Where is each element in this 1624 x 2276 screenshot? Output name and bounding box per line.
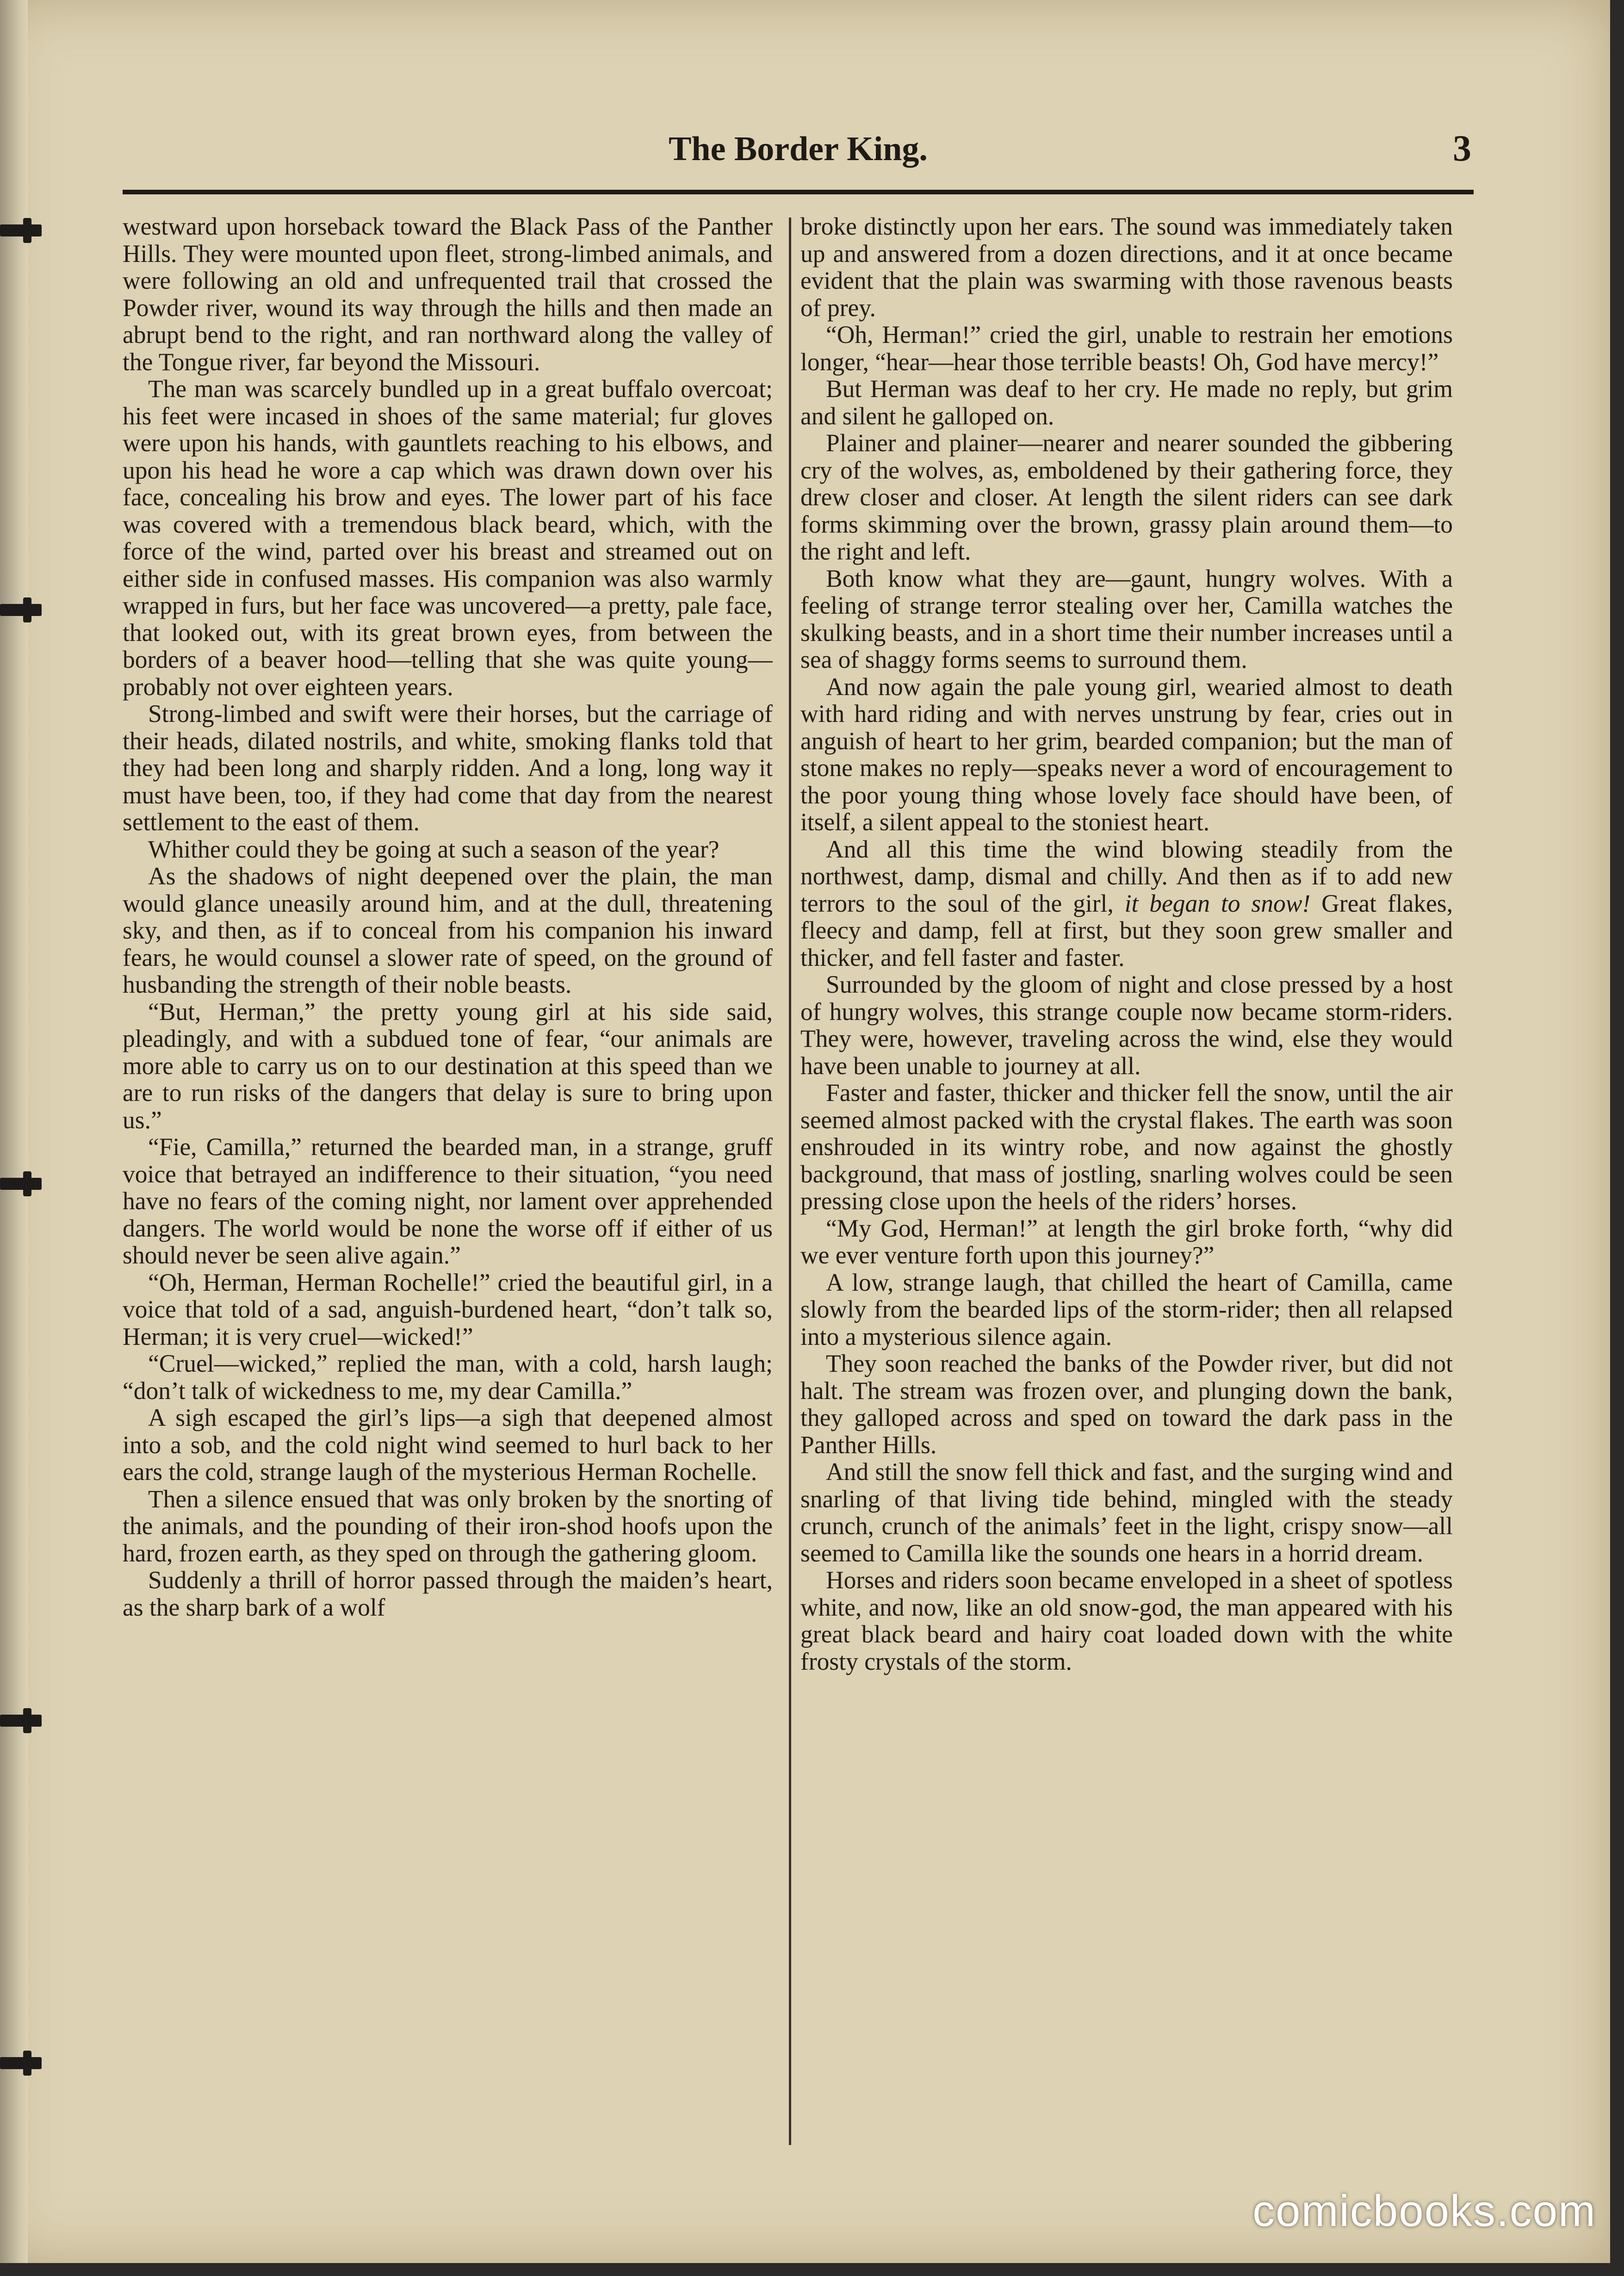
binding-staple — [0, 2057, 42, 2069]
left-column — [123, 213, 773, 2152]
binding-staple — [0, 224, 42, 236]
running-title: The Border King. — [669, 130, 928, 168]
paragraph: Whither could they be going at such a season of the year? — [148, 835, 719, 863]
paragraph: Horses and riders soon became enveloped in a sheet of spotless white, and now, like an old snow-god, the man appeared with his great black beard and hairy coat loaded down with the white frosty crystals of the storm. — [800, 1566, 1453, 1675]
paragraph: Plainer and plainer—nearer and nearer sounded the gibbering cry of the wolves, as, emboldened by their gathering force, they drew closer and closer. At length the silent riders can see dark forms skimming over the brown, grassy plain around them—to the right and left. — [800, 429, 1453, 565]
paragraph: “Fie, Camilla,” returned the bearded man, in a strange, gruff voice that betrayed an indifference to their situation, “you need have no fears of the coming night, nor lament over apprehended dangers. The world would be none the worse off if either of us should never be seen alive again.” — [123, 1133, 773, 1269]
paragraph: westward upon horseback toward the Black Pass of the Panther Hills. They were mounted upon fleet, strong-limbed animals, and were following an old and unfrequented trail that crossed the Powder river, wound its way through the hills and then made an abrupt bend to the right, and ran northward along the valley of the Tongue river, far beyond the Missouri. — [123, 213, 773, 376]
binding-staple — [0, 1178, 42, 1190]
paragraph: “Oh, Herman, Herman Rochelle!” cried the beautiful girl, in a voice that told of a sad, anguish-burdened heart, “don’t talk so, Herman; it is very cruel—wicked!” — [123, 1268, 773, 1350]
paragraph: And still the snow fell thick and fast, and the surging wind and snarling of that living tide behind, mingled with the steady crunch, crunch of the animals’ feet in the light, crispy snow—all seemed to Camilla like the sounds one hears in a horrid dream. — [800, 1458, 1453, 1567]
paragraph: Surrounded by the gloom of night and close pressed by a host of hungry wolves, this strange couple now became storm-riders. They were, however, traveling across the wind, else they would have been unable to journey at all. — [800, 970, 1453, 1080]
paragraph: “But, Herman,” the pretty young girl at his side said, pleadingly, and with a subdued tone of fear, “our animals are more able to carry us on to our destination at this speed than we are to run risks of the dangers that delay is sure to bring upon us.” — [123, 997, 773, 1134]
paragraph: And now again the pale young girl, wearied almost to death with hard riding and with nerves unstrung by fear, cries out in anguish of heart to her grim, bearded companion; but the man of stone makes no reply—speaks never a word of encouragement to the poor young thing whose lovely face should have been, of itself, a silent appeal to the stoniest heart. — [800, 672, 1453, 836]
paragraph: A low, strange laugh, that chilled the heart of Camilla, came slowly from the bearded lips of the storm-rider; then all relapsed into a mysterious silence again. — [800, 1268, 1453, 1350]
paragraph: Both know what they are—gaunt, hungry wolves. With a feeling of strange terror stealing over her, Camilla watches the skulking beasts, and in a short time their number increases until a sea of shaggy forms seems to surround them. — [800, 564, 1453, 673]
header-rule — [123, 190, 1474, 194]
page-number: 3 — [1453, 128, 1471, 169]
paragraph: And all this time the wind blowing steadily from the northwest, damp, dismal and chilly. And then as if to add new terrors to the soul of the girl, it began to snow! Great flakes, fleecy and damp, fell at first, but they soon grew smaller and thicker, and fell faster and faster. — [800, 835, 1453, 971]
binding-spine — [0, 0, 28, 2263]
column-divider — [789, 218, 791, 2145]
paragraph: Then a silence ensued that was only broken by the snorting of the animals, and the pounding of their iron-shod hoofs upon the hard, frozen earth, as they sped on through the gathering gloom. — [123, 1485, 773, 1567]
paragraph: The man was scarcely bundled up in a great buffalo overcoat; his feet were incased in shoes of the same material; fur gloves were upon his hands, with gauntlets reaching to his elbows, and upon his head he wore a cap which was drawn down over his face, concealing his brow and eyes. The lower part of his face was covered with a tremendous black beard, which, with the force of the wind, parted over his breast and streamed out on either side in confused masses. His companion was also warmly wrapped in furs, but her face was uncovered—a pretty, pale face, that looked out, with its great brown eyes, from between the borders of a beaver hood—telling that she was quite young—probably not over eighteen years. — [123, 375, 773, 701]
paragraph: broke distinctly upon her ears. The sound was immediately taken up and answered from a dozen directions, and it at once became evident that the plain was swarming with those ravenous beasts of prey. — [800, 213, 1453, 322]
running-header — [125, 125, 1471, 180]
paragraph: But Herman was deaf to her cry. He made no reply, but grim and silent he galloped on. — [800, 375, 1453, 430]
paragraph: Faster and faster, thicker and thicker fell the snow, until the air seemed almost packed with the crystal flakes. The earth was soon enshrouded in its wintry robe, and now against the ghostly background, that mass of jostling, snarling wolves could be seen pressing close upon the heels of the riders’ horses. — [800, 1079, 1453, 1215]
site-watermark: comicbooks.com — [1252, 2186, 1596, 2236]
right-column — [800, 213, 1453, 2152]
binding-staple — [0, 1715, 42, 1727]
paragraph: “Cruel—wicked,” replied the man, with a cold, harsh laugh; “don’t talk of wickedness to me, my dear Camilla.” — [123, 1349, 773, 1405]
paragraph: A sigh escaped the girl’s lips—a sigh that deepened almost into a sob, and the cold night wind seemed to hurl back to her ears the cold, strange laugh of the mysterious Herman Rochelle. — [123, 1404, 773, 1486]
paragraph: “Oh, Herman!” cried the girl, unable to restrain her emotions longer, “hear—hear those terrible beasts! Oh, God have mercy!” — [800, 321, 1453, 376]
paragraph: Strong-limbed and swift were their horses, but the carriage of their heads, dilated nostrils, and white, smoking flanks told that they had been long and sharply ridden. And a long, long way it must have been, too, if they had come that day from the nearest settlement to the east of them. — [123, 700, 773, 836]
paragraph: They soon reached the banks of the Powder river, but did not halt. The stream was frozen over, and plunging down the bank, they galloped across and sped on toward the dark pass in the Panther Hills. — [800, 1349, 1453, 1459]
binding-staple — [0, 604, 42, 616]
paragraph: “My God, Herman!” at length the girl broke forth, “why did we ever venture forth upon this journey?” — [800, 1214, 1453, 1269]
paragraph: Suddenly a thrill of horror passed through the maiden’s heart, as the sharp bark of a wolf — [123, 1566, 773, 1621]
paragraph: As the shadows of night deepened over the plain, the man would glance uneasily around him, and at the dull, threatening sky, and then, as if to conceal from his companion his inward fears, he would counsel a slower rate of speed, on the ground of husbanding the strength of their noble beasts. — [123, 862, 773, 998]
